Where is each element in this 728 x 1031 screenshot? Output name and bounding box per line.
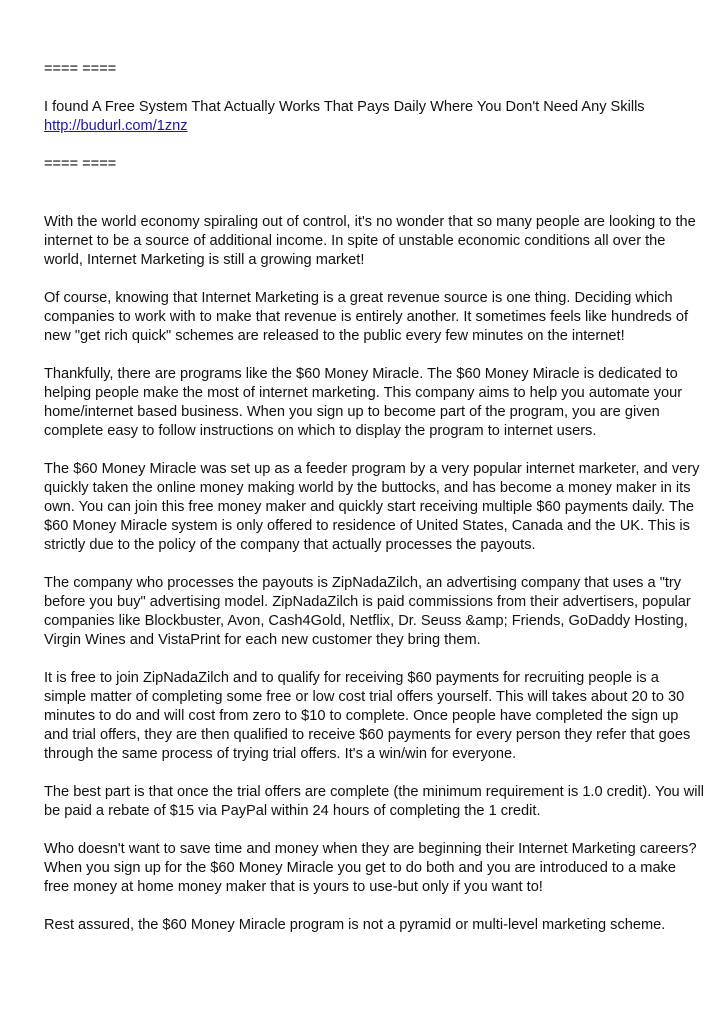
spacer (44, 79, 704, 98)
paragraph: Thankfully, there are programs like the $60 Money Miracle. The $60 Money Miracle is dedicated to helping people make the most of internet marketing. This company aims to help you automate your home/internet based business. When you sign up to become part of the program, you are given complete easy to follow instructions on which to display the program to internet users. (44, 366, 683, 439)
spacer (44, 174, 704, 213)
spacer (44, 136, 704, 155)
paragraph: With the world economy spiraling out of control, it's no wonder that so many people are looking to the internet to be a source of additional income. In spite of unstable economic conditions all over the world, Internet Marketing is still a growing market! (44, 214, 696, 268)
document-page (44, 60, 704, 954)
paragraph: It is free to join ZipNadaZilch and to qualify for receiving $60 payments for recruiting people is a simple matter of completing some free or low cost trial offers yourself. This will takes about 20 to 30 minutes to do and will cost from zero to $10 to complete. Once people have completed the sign up and trial offers, they are then qualified to receive $60 payments for every person they refer that goes through the same process of trying trial offers. It's a win/win for everyone. (44, 670, 691, 762)
separator-top: ==== ==== (44, 61, 117, 77)
paragraph: Rest assured, the $60 Money Miracle program is not a pyramid or multi-level marketing scheme. (44, 917, 666, 933)
separator-bottom: ==== ==== (44, 156, 117, 172)
paragraph: Who doesn't want to save time and money when they are beginning their Internet Marketing careers? When you sign up for the $60 Money Miracle you get to do both and you are introduced to a make free money at home money maker that is yours to use-but only if you want to! (44, 841, 697, 895)
paragraph: The company who processes the payouts is ZipNadaZilch, an advertising company that uses a "try before you buy" advertising model. ZipNadaZilch is paid commissions from their advertisers, popular companies like Blockbuster, Avon, Cash4Gold, Netflix, Dr. Seuss &amp; Friends, GoDaddy Hosting, Virgin Wines and VistaPrint for each new customer they bring them. (44, 575, 691, 648)
paragraph: The $60 Money Miracle was set up as a feeder program by a very popular internet marketer, and very quickly taken the online money making world by the buttocks, and has become a money maker in its own. You can join this free money maker and quickly start receiving multiple $60 payments daily. The $60 Money Miracle system is only offered to residence of United States, Canada and the UK. This is strictly due to the policy of the company that actually processes the payouts. (44, 461, 700, 553)
headline: I found A Free System That Actually Works That Pays Daily Where You Don't Need Any Skills (44, 99, 645, 115)
promo-link[interactable]: http://budurl.com/1znz (44, 118, 188, 134)
paragraph: Of course, knowing that Internet Marketing is a great revenue source is one thing. Deciding which companies to work with to make that revenue is entirely another. It sometimes feels like hundreds of new "get rich quick" schemes are released to the public every few minutes on the internet! (44, 290, 689, 344)
paragraph: The best part is that once the trial offers are complete (the minimum requirement is 1.0 credit). You will be paid a rebate of $15 via PayPal within 24 hours of completing the 1 credit. (44, 784, 704, 819)
